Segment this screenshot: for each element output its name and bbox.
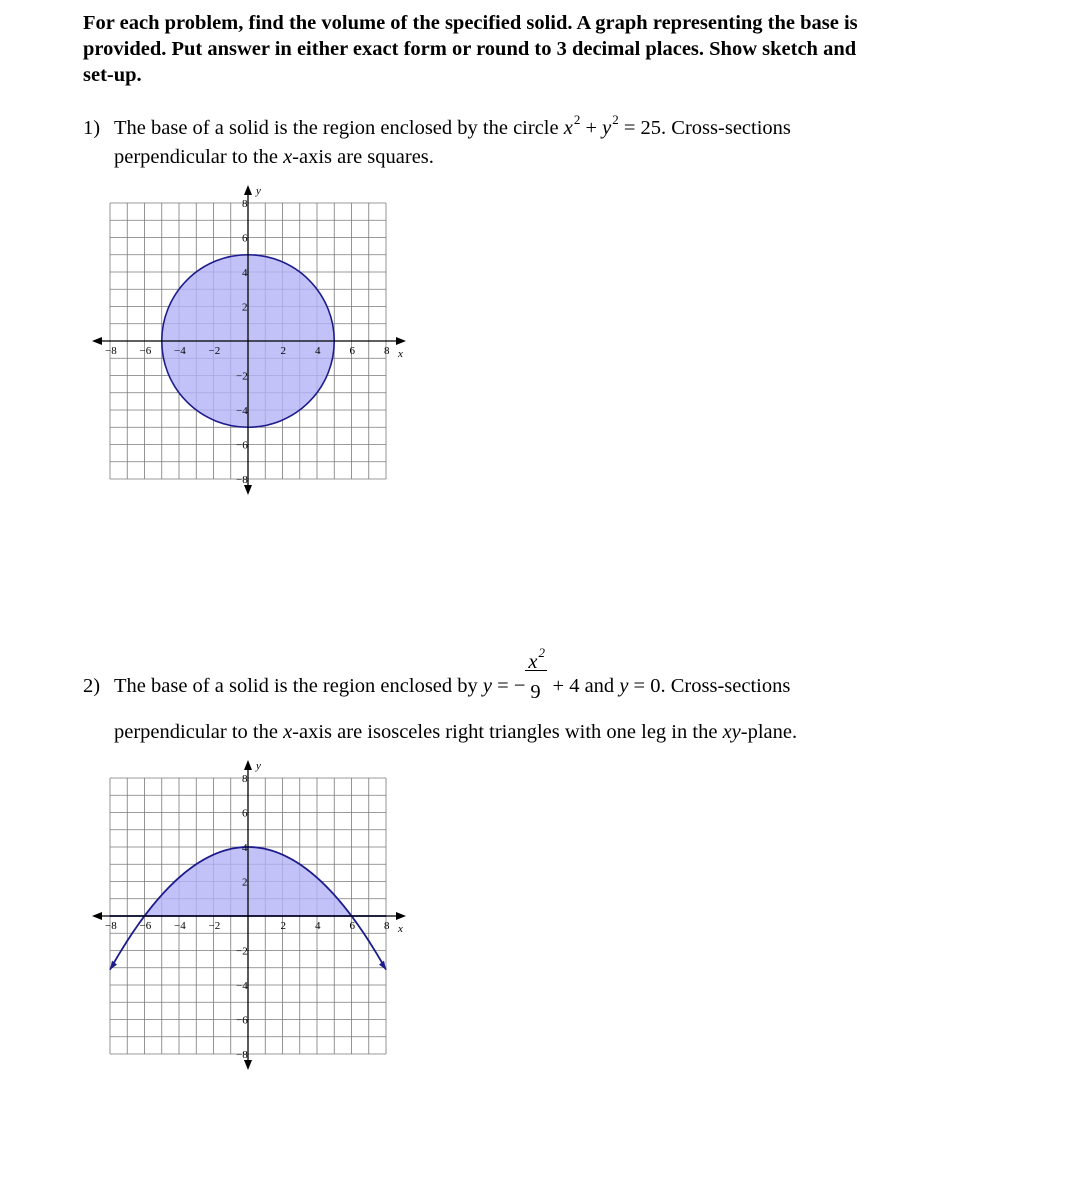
y-tick-label: −6	[236, 439, 248, 452]
x-tick-label: 4	[315, 345, 321, 357]
y-tick-label: −8	[236, 474, 248, 486]
statement-text: = 25. Cross-sections	[618, 117, 791, 139]
problem-statement-line-1	[114, 114, 791, 144]
graph-parabola-base	[86, 754, 416, 1076]
problem-statement-line-2	[114, 718, 797, 746]
problem-number: 1)	[83, 117, 101, 139]
instructions-line-2: provided. Put answer in either exact form or round to 3 decimal places. Show sketch and	[83, 38, 857, 60]
statement-text: + 4 and	[547, 675, 620, 697]
x-axis-arrow-right	[396, 337, 406, 345]
statement-text: The base of a solid is the region enclosed by the circle	[114, 117, 564, 139]
x-tick-label: 2	[280, 920, 286, 932]
x-axis-label: x	[398, 348, 403, 360]
y-axis-arrow-up	[244, 185, 252, 195]
statement-text: The base of a solid is the region enclosed by	[114, 675, 483, 697]
fraction-exponent: 2	[538, 645, 545, 660]
fraction-bar	[525, 670, 547, 671]
x-tick-label: 4	[315, 920, 321, 932]
y-tick-label: −8	[236, 1049, 248, 1061]
y-tick-label: 2	[242, 876, 248, 889]
equation-variable: y	[602, 117, 612, 139]
x-axis-label: x	[398, 923, 403, 935]
statement-text: -axis are isosceles right triangles with one leg in the	[292, 721, 723, 743]
y-tick-label: −2	[236, 945, 248, 958]
x-tick-label: −4	[174, 920, 186, 932]
equation-operator: = −	[492, 675, 526, 697]
fraction-denominator: 9	[530, 681, 541, 703]
x-tick-label: −6	[139, 345, 152, 357]
x-tick-label: 8	[384, 345, 390, 357]
y-axis-arrow-down	[244, 485, 252, 495]
x-tick-label: 8	[384, 920, 390, 932]
statement-text: -plane.	[740, 721, 798, 743]
y-tick-label: 6	[242, 807, 248, 820]
y-tick-label: 4	[242, 842, 248, 854]
x-tick-label: −8	[105, 920, 117, 932]
instructions-line-3: set-up.	[83, 64, 142, 86]
equation-variable: x	[563, 117, 573, 139]
equation-fraction	[525, 645, 547, 703]
x-tick-label: −2	[208, 345, 221, 357]
y-tick-label: 8	[242, 773, 248, 785]
statement-text: perpendicular to the	[114, 721, 284, 743]
y-axis-arrow-down	[244, 1060, 252, 1070]
x-axis-arrow-left	[92, 912, 102, 920]
x-tick-label: 2	[280, 345, 286, 357]
y-tick-label: 6	[242, 232, 248, 245]
instructions	[83, 10, 983, 88]
problem-statement-line-1	[114, 645, 791, 703]
fraction-numerator: x	[528, 651, 538, 673]
instructions-line-1: For each problem, find the volume of the specified solid. A graph representing the base is	[83, 12, 858, 34]
equation-variable: x	[283, 146, 293, 168]
x-tick-label: −6	[139, 920, 152, 932]
y-tick-label: 4	[242, 267, 248, 279]
statement-text: perpendicular to the	[114, 146, 284, 168]
parabola-arrow-right	[379, 961, 386, 970]
statement-text: = 0. Cross-sections	[628, 675, 791, 697]
equation-variable: y	[619, 675, 629, 697]
y-tick-label: 2	[242, 301, 248, 314]
x-tick-label: 6	[349, 345, 355, 357]
x-tick-label: 6	[349, 920, 355, 932]
equation-variable: y	[482, 675, 493, 697]
equation-exponent: 2	[612, 112, 619, 127]
equation-variable: x	[283, 721, 293, 743]
y-tick-label: −2	[236, 370, 248, 383]
y-tick-label: −4	[236, 980, 248, 992]
x-axis-arrow-right	[396, 912, 406, 920]
problem-statement-line-2	[114, 143, 434, 171]
statement-text: -axis are squares.	[292, 146, 434, 168]
x-tick-label: −2	[208, 920, 221, 932]
y-axis-arrow-up	[244, 760, 252, 770]
x-tick-label: −4	[174, 345, 186, 357]
parabola-arrow-left	[110, 961, 117, 970]
y-axis-label: y	[256, 760, 261, 772]
equation-operator: +	[580, 117, 603, 139]
x-axis-arrow-left	[92, 337, 102, 345]
x-tick-label: −8	[105, 345, 117, 357]
graph-circle-base	[86, 178, 416, 500]
equation-exponent: 2	[573, 112, 581, 127]
equation-variable: xy	[722, 721, 741, 743]
y-tick-label: −6	[236, 1014, 248, 1027]
y-tick-label: −4	[236, 405, 248, 417]
y-axis-label: y	[256, 185, 261, 197]
y-tick-label: 8	[242, 198, 248, 210]
problem-number: 2)	[83, 675, 101, 697]
